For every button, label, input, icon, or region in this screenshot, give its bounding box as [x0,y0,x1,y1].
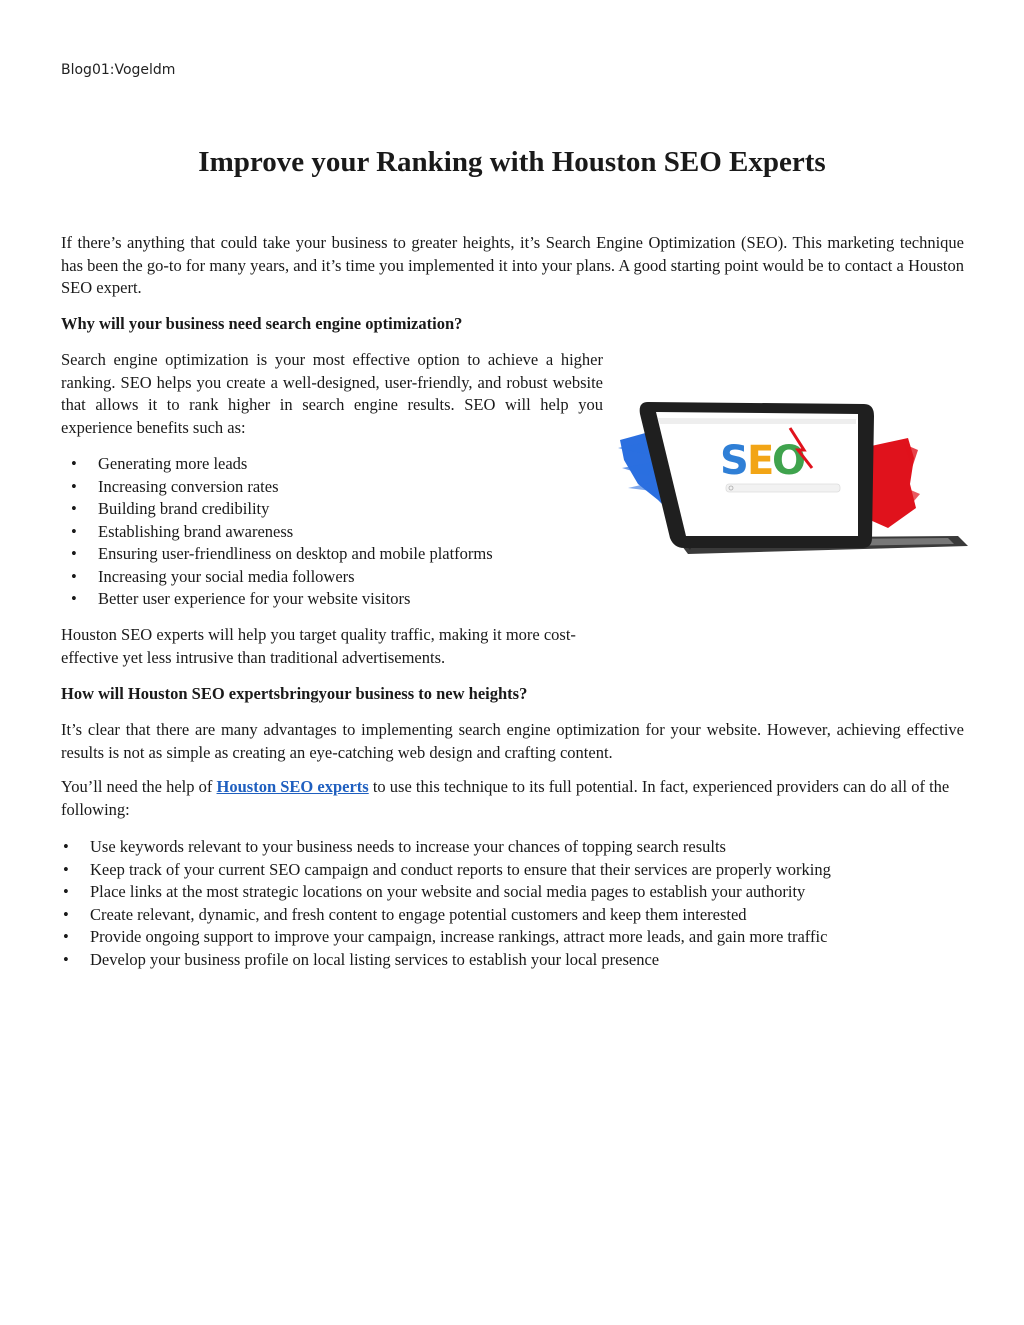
list-item: • Keep track of your current SEO campaign and conduct reports to ensure that their services are properly working [61,859,831,882]
list-item: • Create relevant, dynamic, and fresh content to engage potential customers and keep them interested [61,904,831,927]
help-paragraph [61,776,964,821]
seo-tablet-illustration [618,388,970,578]
list-item: • Increasing your social media followers [61,566,493,589]
search-bar [726,484,840,492]
list-item: • Generating more leads [61,453,493,476]
benefits-list [61,453,493,611]
seo-letter-s: S [720,438,749,484]
list-item: • Provide ongoing support to improve your campaign, increase rankings, attract more leads, and gain more traffic [61,926,831,949]
houston-seo-experts-link[interactable]: Houston SEO experts [216,777,369,796]
seo-paragraph: Search engine optimization is your most effective option to achieve a higher ranking. SEO helps you create a well-designed, user-friendly, and robust website that allows it to rank higher in search engine results. SEO will help you experience benefits such as: [61,350,603,437]
seo-letter-e: E [747,438,775,484]
intro-paragraph: If there’s anything that could take your business to greater heights, it’s Search Engine Optimization (SEO). This marketing technique has been the go-to for many years, and it’s time you implemented it into your plans. A good starting point would be to contact a Houston SEO expert. [61,233,964,297]
page-title: Improve your Ranking with Houston SEO Experts [198,146,826,178]
seo-letter-o: O [772,438,807,484]
advantages-paragraph: It’s clear that there are many advantages to implementing search engine optimization for your website. However, achieving effective results is not as simple as creating an eye-catching web design and crafting content. [61,720,964,762]
list-item: • Increasing conversion rates [61,476,493,499]
list-item: • Better user experience for your website visitors [61,588,493,611]
how-heading: How will Houston SEO expertsbringyour business to new heights? [61,684,528,703]
why-heading: Why will your business need search engine optimization? [61,314,463,333]
list-item: • Use keywords relevant to your business needs to increase your chances of topping search results [61,836,831,859]
quality-traffic-paragraph: Houston SEO experts will help you target quality traffic, making it more cost-effective yet less intrusive than traditional advertisements. [61,625,576,667]
services-list [61,836,831,971]
document-header-tag: Blog01:Vogeldm [61,62,176,78]
list-item: • Ensuring user-friendliness on desktop and mobile platforms [61,543,493,566]
help-text-before: You’ll need the help of [61,777,217,796]
list-item: • Place links at the most strategic locations on your website and social media pages to establish your authority [61,881,831,904]
list-item: • Establishing brand awareness [61,521,493,544]
list-item: • Develop your business profile on local listing services to establish your local presence [61,949,831,972]
tablet-svg [618,388,970,578]
help-text-after: to use this technique to its full potential. In fact, experienced providers can do all of the following: [61,777,950,819]
list-item: • Building brand credibility [61,498,493,521]
